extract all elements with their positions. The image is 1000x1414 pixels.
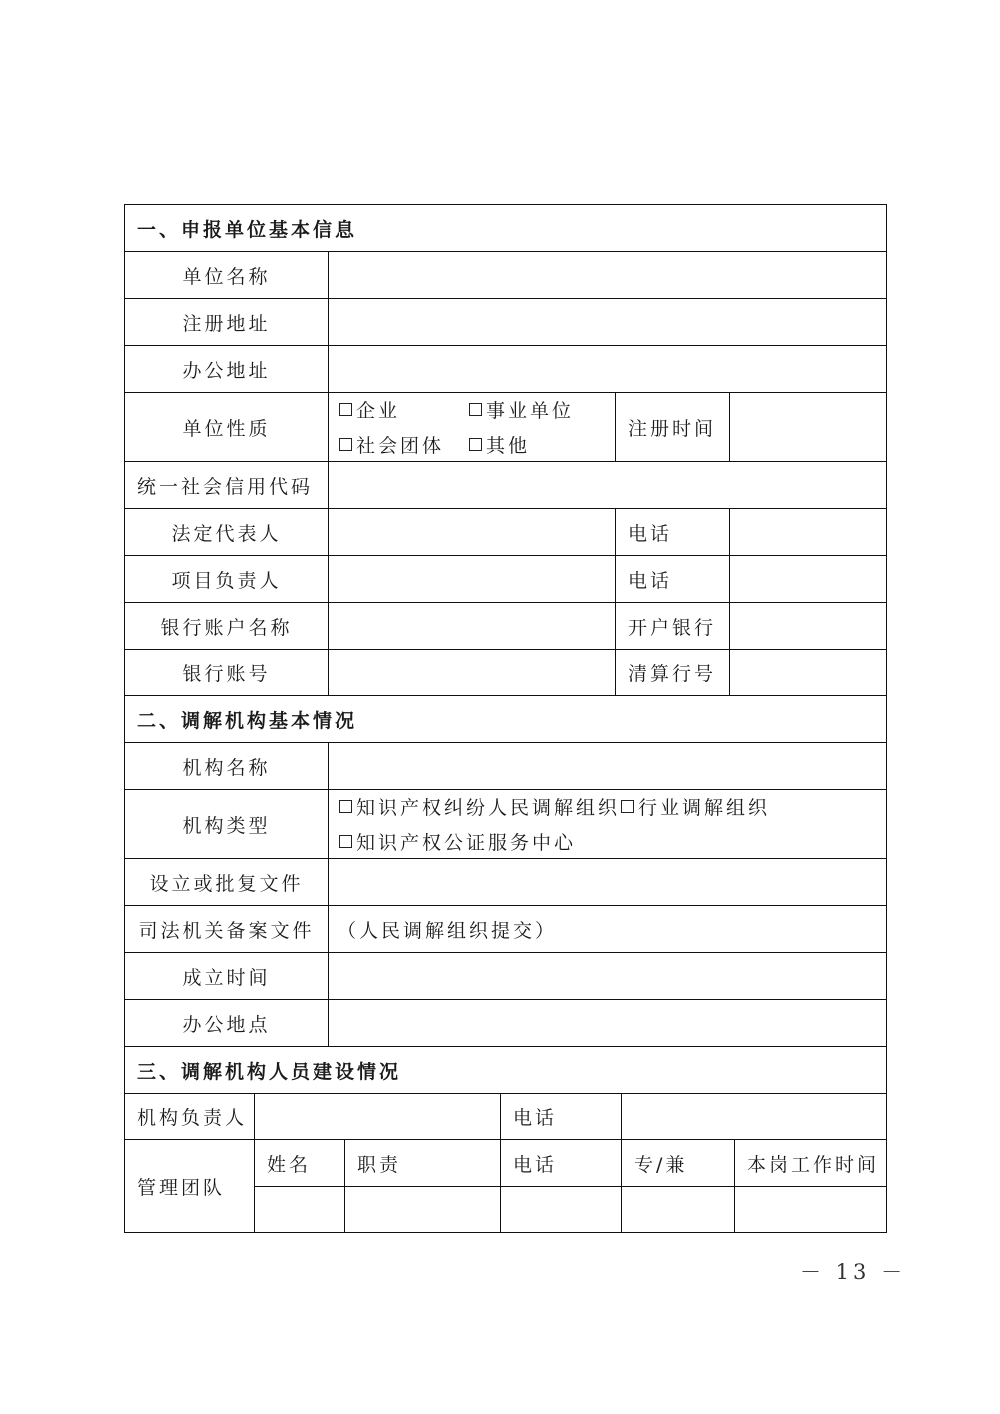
judicial-filing-note: （人民调解组织提交） <box>337 919 558 942</box>
team-header-tenure: 本岗工作时间 <box>734 1139 887 1187</box>
section1-title: 一、申报单位基本信息 <box>124 204 887 252</box>
clearing-no-field[interactable] <box>729 649 887 696</box>
project-lead-label: 项目负责人 <box>124 555 329 603</box>
checkbox-icon <box>339 835 352 848</box>
type-option-industry-mediation[interactable]: 行业调解组织 <box>621 793 770 820</box>
project-lead-field[interactable] <box>328 555 616 603</box>
org-name-field[interactable] <box>328 742 887 790</box>
nature-option-public-institution[interactable]: 事业单位 <box>469 396 574 423</box>
bank-account-no-field[interactable] <box>328 649 616 696</box>
established-time-field[interactable] <box>328 952 887 1000</box>
team-row-fulltime-field[interactable] <box>621 1186 735 1233</box>
registration-time-field[interactable] <box>729 392 887 462</box>
checkbox-icon <box>469 438 482 451</box>
office-address-field[interactable] <box>328 345 887 393</box>
team-row-tenure-field[interactable] <box>734 1186 887 1233</box>
legal-rep-label: 法定代表人 <box>124 508 329 556</box>
management-team-label: 管理团队 <box>124 1139 255 1233</box>
bank-account-name-label: 银行账户名称 <box>124 602 329 650</box>
approval-doc-label: 设立或批复文件 <box>124 858 329 906</box>
unit-nature-label: 单位性质 <box>124 392 329 462</box>
project-lead-phone-field[interactable] <box>729 555 887 603</box>
legal-rep-phone-label: 电话 <box>615 508 730 556</box>
clearing-no-label: 清算行号 <box>615 649 730 696</box>
nature-option-enterprise[interactable]: 企业 <box>339 396 469 423</box>
established-time-label: 成立时间 <box>124 952 329 1000</box>
office-address-label: 办公地址 <box>124 345 329 393</box>
org-head-phone-label: 电话 <box>500 1093 622 1140</box>
unit-name-label: 单位名称 <box>124 251 329 299</box>
registered-address-field[interactable] <box>328 298 887 346</box>
team-row-duty-field[interactable] <box>344 1186 501 1233</box>
credit-code-label: 统一社会信用代码 <box>124 461 329 509</box>
checkbox-icon <box>339 403 352 416</box>
team-header-name: 姓名 <box>254 1139 345 1187</box>
office-location-field[interactable] <box>328 999 887 1047</box>
office-location-label: 办公地点 <box>124 999 329 1047</box>
page-number: － 13 － <box>800 1260 907 1284</box>
org-name-label: 机构名称 <box>124 742 329 790</box>
checkbox-icon <box>339 800 352 813</box>
section3-title: 三、调解机构人员建设情况 <box>124 1046 887 1094</box>
team-row-phone-field[interactable] <box>500 1186 622 1233</box>
checkbox-icon <box>621 800 634 813</box>
judicial-filing-field[interactable] <box>328 905 887 953</box>
org-type-options <box>328 789 887 859</box>
type-option-ip-notary[interactable]: 知识产权公证服务中心 <box>339 828 576 855</box>
legal-rep-phone-field[interactable] <box>729 508 887 556</box>
judicial-filing-label: 司法机关备案文件 <box>124 905 329 953</box>
nature-option-other[interactable]: 其他 <box>469 431 530 458</box>
team-header-fulltime: 专/兼 <box>621 1139 735 1187</box>
bank-account-name-field[interactable] <box>328 602 616 650</box>
approval-doc-field[interactable] <box>328 858 887 906</box>
legal-rep-field[interactable] <box>328 508 616 556</box>
section2-title: 二、调解机构基本情况 <box>124 695 887 743</box>
project-lead-phone-label: 电话 <box>615 555 730 603</box>
team-row-name-field[interactable] <box>254 1186 345 1233</box>
bank-account-no-label: 银行账号 <box>124 649 329 696</box>
org-head-label: 机构负责人 <box>124 1093 255 1140</box>
team-header-duty: 职责 <box>344 1139 501 1187</box>
org-head-phone-field[interactable] <box>621 1093 887 1140</box>
unit-name-field[interactable] <box>328 251 887 299</box>
nature-option-social-group[interactable]: 社会团体 <box>339 431 469 458</box>
credit-code-field[interactable] <box>328 461 887 509</box>
registered-address-label: 注册地址 <box>124 298 329 346</box>
opening-bank-field[interactable] <box>729 602 887 650</box>
org-type-label: 机构类型 <box>124 789 329 859</box>
org-head-field[interactable] <box>254 1093 501 1140</box>
opening-bank-label: 开户银行 <box>615 602 730 650</box>
checkbox-icon <box>339 438 352 451</box>
team-header-phone: 电话 <box>500 1139 622 1187</box>
registration-time-label: 注册时间 <box>615 392 730 462</box>
unit-nature-options <box>328 392 616 462</box>
checkbox-icon <box>469 403 482 416</box>
type-option-ip-mediation[interactable]: 知识产权纠纷人民调解组织 <box>339 793 621 820</box>
